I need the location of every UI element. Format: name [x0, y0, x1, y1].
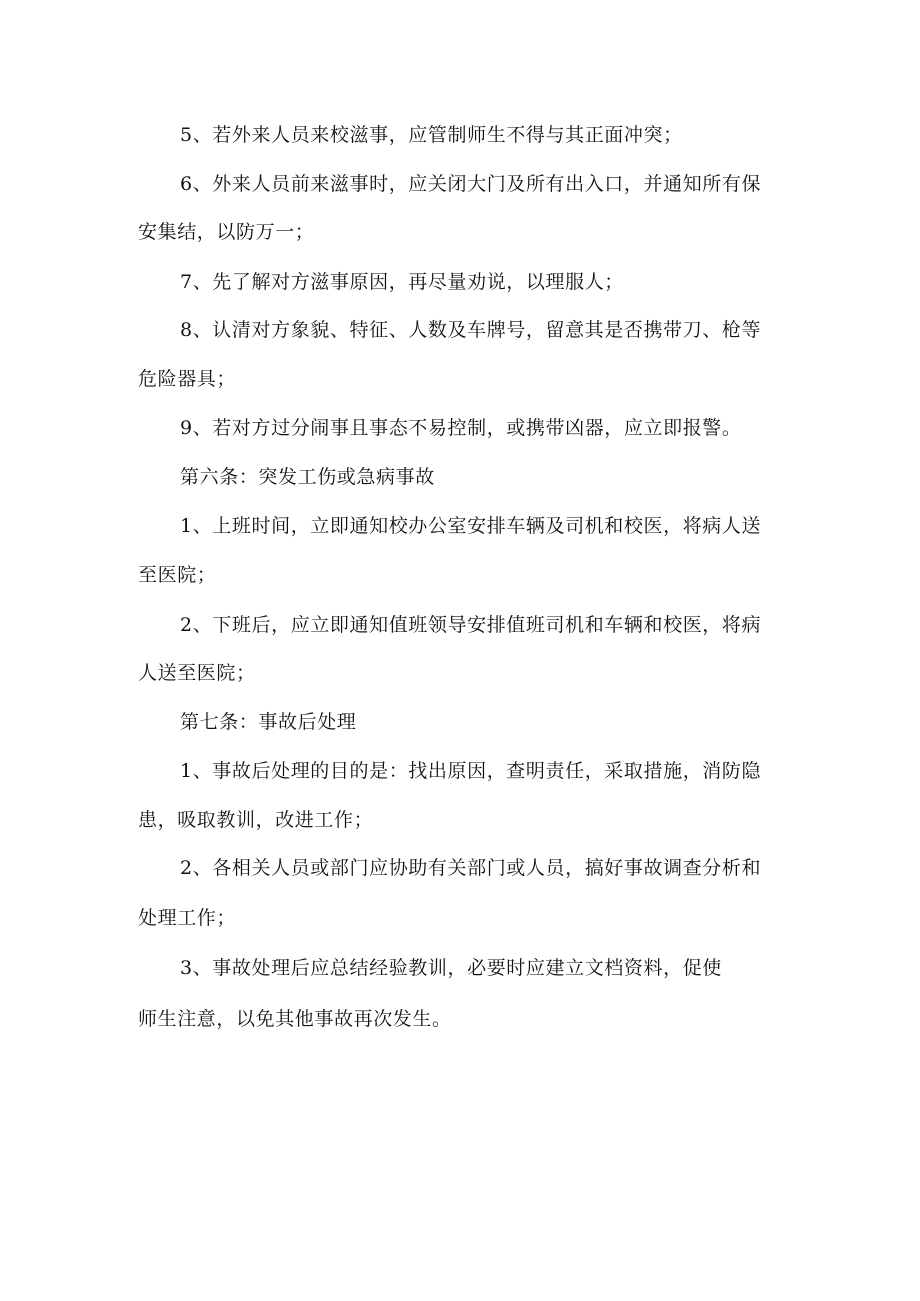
- paragraph-line: 7、先了解对方滋事原因，再尽量劝说，以理服人；: [180, 271, 624, 293]
- paragraph-line: 处理工作；: [138, 907, 237, 929]
- paragraph-line: 6、外来人员前来滋事时，应关闭大门及所有出入口，并通知所有保: [180, 173, 762, 195]
- paragraph-line: 人送至医院；: [138, 662, 256, 684]
- paragraph-line: 5、若外来人员来校滋事，应管制师生不得与其正面冲突；: [180, 124, 683, 146]
- paragraph-line: 2、下班后，应立即通知值班领导安排值班司机和车辆和校医，将病: [180, 614, 762, 636]
- paragraph-line: 安集结，以防万一；: [138, 221, 315, 243]
- paragraph-line: 3、事故处理后应总结经验教训，必要时应建立文档资料，促使: [180, 957, 722, 979]
- paragraph-line: 患，吸取教训，改进工作；: [138, 809, 374, 831]
- paragraph-line: 1、事故后处理的目的是：找出原因，查明责任，采取措施，消防隐: [180, 760, 762, 782]
- paragraph-line: 1、上班时间，立即通知校办公室安排车辆及司机和校医，将病人送: [180, 515, 762, 537]
- paragraph-line: 9、若对方过分闹事且事态不易控制，或携带凶器，应立即报警。: [180, 417, 742, 439]
- paragraph-line: 危险器具；: [138, 368, 237, 390]
- section-heading: 第七条：事故后处理: [180, 711, 357, 733]
- paragraph-line: 8、认清对方象貌、特征、人数及车牌号，留意其是否携带刀、枪等: [180, 319, 762, 341]
- paragraph-line: 师生注意，以免其他事故再次发生。: [138, 1008, 452, 1030]
- paragraph-line: 至医院；: [138, 564, 217, 586]
- section-heading: 第六条：突发工伤或急病事故: [180, 466, 435, 488]
- paragraph-line: 2、各相关人员或部门应协助有关部门或人员，搞好事故调查分析和: [180, 857, 762, 879]
